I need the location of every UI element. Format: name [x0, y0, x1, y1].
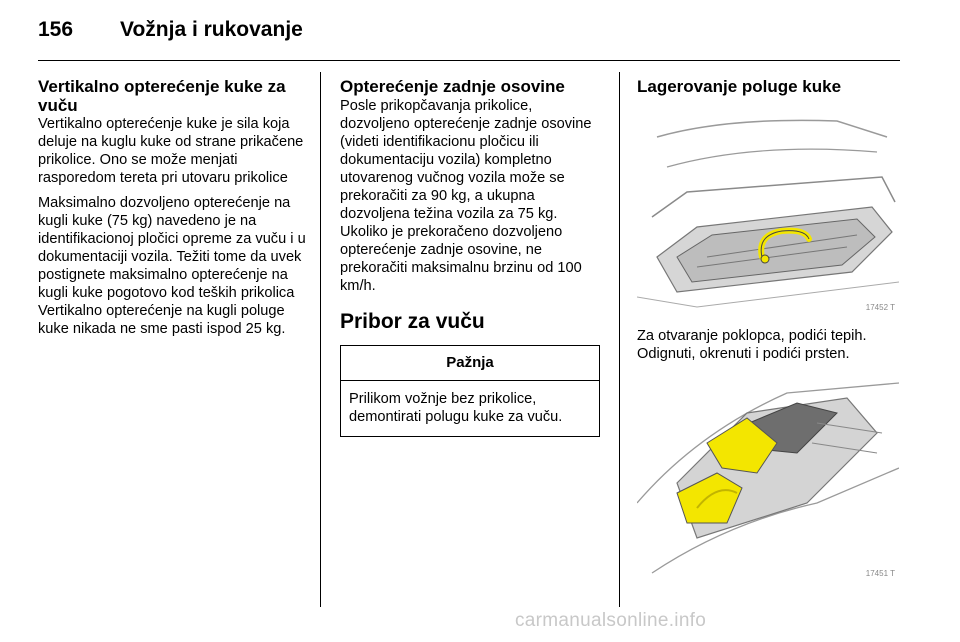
trunk-floor-illustration [637, 107, 899, 319]
section-heading-storage: Lagerovanje poluge kuke [637, 77, 842, 96]
header-rule [38, 60, 900, 61]
notice-title: Pažnja [341, 346, 599, 381]
paragraph: Posle prikopčavanja prikolice, dozvoljeno opterećenje zadnje osovine (videti identifikacionu pločicu ili dokumentaciju vozila) kompletno utovarenog vučnog vozila može se prekoračiti za 90 kg, a ukupna dozvoljena težina vozila za 75 kg. Ukoliko je prekoračeno dozvoljeno opterećenje zadnje osovine, ne prekoračiti maksimalnu brzinu od 100 km/h. [340, 97, 592, 294]
column-left [38, 78, 308, 345]
paragraph: Maksimalno dozvoljeno opterećenje na kugli kuke (75 kg) navedeno je na identifikacionoj pločici opreme za vuču i u dokumentaciji vozila. Težiti tome da uvek postignete maksimalno opterećenje na kugli kuke pogotovo kod teških prikolica Vertikalno opterećenje na kugli poluge kuke nikada ne sme pasti ispod 25 kg. [38, 195, 306, 337]
notice-text: Prilikom vožnje bez prikolice, demontirati polugu kuke za vuču. [349, 390, 563, 425]
column-right [637, 78, 905, 593]
column-divider-2 [619, 72, 620, 607]
column-middle [340, 78, 604, 437]
section-heading-vertical-load: Vertikalno opterećenje kuke za vuču [38, 77, 286, 115]
page-title: Vožnja i rukovanje [120, 18, 303, 41]
watermark: carmanualsonline.info [515, 610, 707, 631]
notice-box [340, 345, 600, 437]
section-heading-rear-axle: Opterećenje zadnje osovine [340, 77, 565, 96]
section-title-towing-equipment: Pribor za vuču [340, 309, 485, 333]
figure-id: 17451 T [865, 568, 895, 578]
towbar-storage-illustration [637, 373, 899, 585]
figure-caption: Za otvaranje poklopca, podići tepih. Odignuti, okrenuti i podići prsten. [637, 327, 867, 362]
figure-id: 17452 T [865, 302, 895, 312]
figure-trunk-floor [637, 107, 899, 319]
paragraph: Vertikalno opterećenje kuke je sila koja deluje na kuglu kuke od strane prikačene prikolice. Ono se može menjati rasporedom tereta pri utovaru prikolice [38, 116, 304, 186]
column-divider-1 [320, 72, 321, 607]
page-number: 156 [38, 18, 74, 41]
figure-towbar-stored [637, 373, 899, 585]
